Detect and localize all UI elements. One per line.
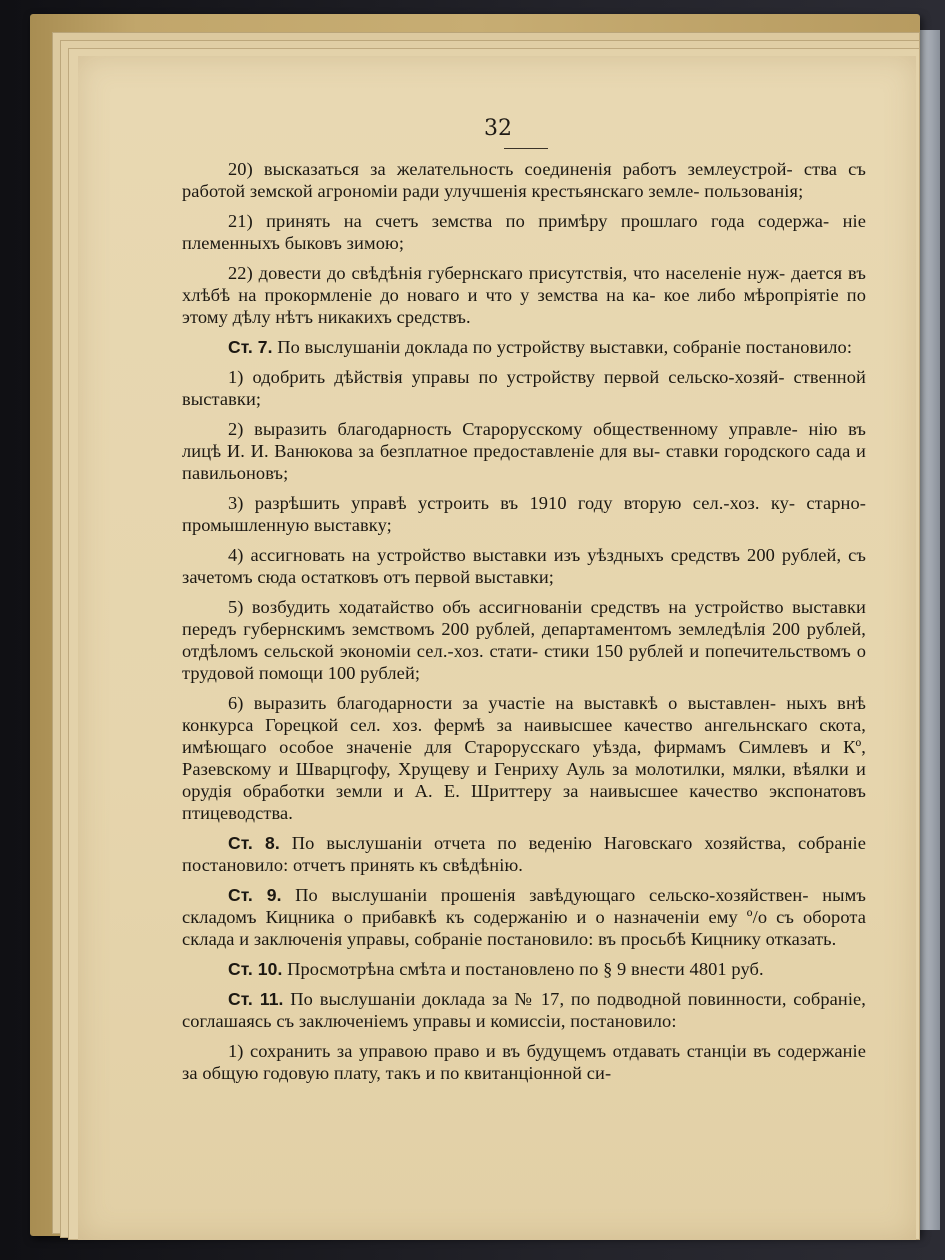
paragraph-text: 20) высказаться за желательность соединенія работъ землеустрой- ства съ работой земской агрономіи ради улучшенія крестьянскаго земле- пользованія;	[182, 159, 866, 201]
article-paragraph	[182, 832, 866, 876]
paragraph-text: 1) одобрить дѣйствія управы по устройству первой сельско-хозяй- ственной выставки;	[182, 367, 866, 409]
article-paragraph	[182, 336, 866, 358]
document-page	[78, 56, 916, 1240]
article-label: Ст. 7.	[228, 337, 273, 357]
paragraph-text: 5) возбудить ходатайство объ ассигнованіи средствъ на устройство выставки передъ губернскимъ земствомъ 200 рублей, департаментомъ земледѣлія 200 рублей, отдѣломъ сельской экономіи сел.-хоз. стати- стики 150 рублей и попечительствомъ о трудовой помощи 100 рублей;	[182, 597, 866, 683]
article-label: Ст. 10.	[228, 959, 283, 979]
article-label: Ст. 9.	[228, 885, 282, 905]
paragraph	[182, 418, 866, 484]
paragraph	[182, 544, 866, 588]
article-paragraph	[182, 958, 866, 980]
paragraph	[182, 492, 866, 536]
paragraph	[182, 1040, 866, 1084]
paragraph-text: 3) разрѣшить управѣ устроить въ 1910 году вторую сел.-хоз. ку- старно-промышленную выставку;	[182, 493, 866, 535]
paragraph	[182, 596, 866, 684]
paragraph-text: 2) выразить благодарность Старорусскому общественному управле- нію въ лицѣ И. И. Ванюкова за безплатное предоставленіе для вы- ставки городского сада и павильоновъ;	[182, 419, 866, 483]
paragraph-text: Просмотрѣна смѣта и постановлено по § 9 внести 4801 руб.	[282, 959, 764, 979]
paragraph-text: По выслушаніи прошенія завѣдующаго сельско-хозяйствен- нымъ складомъ Кицника о прибавкѣ къ содержанію и о назначеніи ему º/о съ оборота склада и заключенія управы, собраніе постановило: въ просьбѣ Кицнику отказать.	[182, 885, 866, 949]
paragraph	[182, 262, 866, 328]
paragraph	[182, 692, 866, 824]
paragraph-text: По выслушаніи отчета по веденію Наговскаго хозяйства, собраніе постановило: отчетъ принять къ свѣдѣнію.	[182, 833, 866, 875]
article-label: Ст. 8.	[228, 833, 280, 853]
article-paragraph	[182, 884, 866, 950]
page-number: 32	[484, 116, 512, 141]
article-paragraph	[182, 988, 866, 1032]
page-number-rule	[504, 148, 548, 149]
paragraph	[182, 210, 866, 254]
text-block	[182, 158, 866, 1092]
paragraph-text: По выслушаніи доклада за № 17, по подводной повинности, собраніе, соглашаясь съ заключеніемъ управы и комиссіи, постановило:	[182, 989, 866, 1031]
paragraph-text: 21) принять на счетъ земства по примѣру прошлаго года содержа- ніе племенныхъ быковъ зимою;	[182, 211, 866, 253]
paragraph-text: 6) выразить благодарности за участіе на выставкѣ о выставлен- ныхъ внѣ конкурса Горецкой сел. хоз. фермѣ за наивысшее качество ангельнскаго скота, имѣющаго особое значеніе для Старорусскаго уѣзда, фирмамъ Симлевъ и Кº, Разевскому и Шварцгофу, Хрущеву и Генриху Ауль за молотилки, мялки, вѣялки и орудія обработки земли и А. Е. Шриттеру за наивысшее качество экспонатовъ птицеводства.	[182, 693, 866, 823]
article-label: Ст. 11.	[228, 989, 284, 1009]
paragraph-text: По выслушаніи доклада по устройству выставки, собраніе постановило:	[272, 337, 853, 357]
paragraph-text: 4) ассигновать на устройство выставки изъ уѣздныхъ средствъ 200 рублей, съ зачетомъ сюда остатковъ отъ первой выставки;	[182, 545, 866, 587]
paragraph	[182, 158, 866, 202]
paragraph-text: 1) сохранить за управою право и въ будущемъ отдавать станціи въ содержаніе за общую годовую плату, такъ и по квитанціонной си-	[182, 1041, 866, 1083]
paragraph	[182, 366, 866, 410]
paragraph-text: 22) довести до свѣдѣнія губернскаго присутствія, что населеніе нуж- дается въ хлѣбѣ на прокормленіе до новаго и что у земства на ка- кое либо мѣропріятіе по этому дѣлу нѣтъ никакихъ средствъ.	[182, 263, 866, 327]
